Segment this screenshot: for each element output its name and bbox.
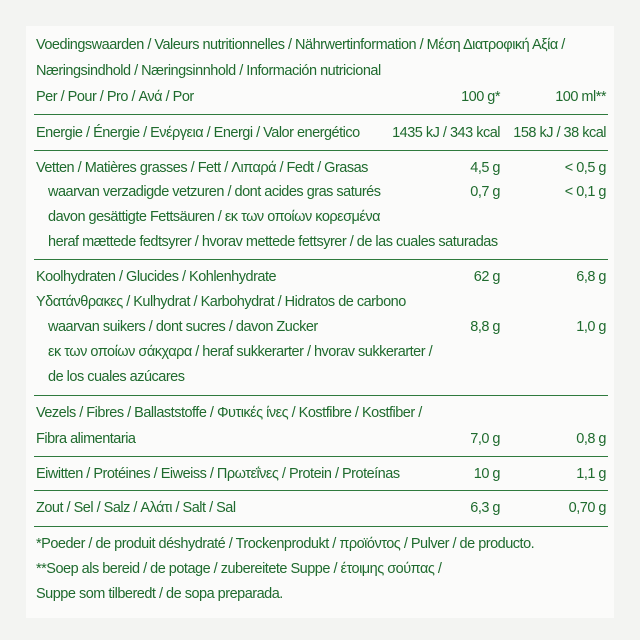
divider [34,490,608,491]
fibre-value-100ml: 0,8 g [576,431,606,447]
saturated-value-100ml: < 0,1 g [564,184,606,200]
title-text: Voedingswaarden / Valeurs nutritionnelles / Nährwertinformation / Μέση Διατροφική Αξία / [36,37,565,53]
divider [34,456,608,457]
saturated-label: heraf mættede fedtsyrer / hvorav mettede fettsyrer / de las cuales saturadas [48,234,498,250]
fibre-label: Vezels / Fibres / Ballaststoffe / Φυτικές ίνες / Kostfibre / Kostfiber / [36,405,422,421]
protein-value-100g: 10 g [473,466,500,482]
salt-value-100g: 6,3 g [470,500,500,516]
fat-value-100g: 4,5 g [470,160,500,176]
footnote-text: Suppe som tilberedt / de sopa preparada. [36,586,283,602]
fibre-value-100g: 7,0 g [470,431,500,447]
energy-value-100g: 1435 kJ / 343 kcal [392,125,500,141]
salt-value-100ml: 0,70 g [568,500,606,516]
salt-label: Zout / Sel / Salz / Αλάτι / Salt / Sal [36,500,236,516]
saturated-label: davon gesättigte Fettsäuren / εκ των οποίων κορεσμένα [48,209,380,225]
divider [34,259,608,260]
fat-label: Vetten / Matières grasses / Fett / Λιπαρά / Fedt / Grasas [36,160,368,176]
sugars-label: de los cuales azúcares [48,369,185,385]
saturated-label: waarvan verzadigde vetzuren / dont acides gras saturés [48,184,381,200]
carbohydrate-value-100g: 62 g [473,269,500,285]
energy-label: Energie / Énergie / Ενέργεια / Energi / Valor energético [36,125,360,141]
energy-value-100ml: 158 kJ / 38 kcal [513,125,606,141]
saturated-value-100g: 0,7 g [470,184,500,200]
divider [34,395,608,396]
title-text: Næringsindhold / Næringsinnhold / Información nutricional [36,63,381,79]
divider [34,526,608,527]
fat-value-100ml: < 0,5 g [564,160,606,176]
carbohydrate-label: Koolhydraten / Glucides / Kohlenhydrate [36,269,277,285]
carbohydrate-value-100ml: 6,8 g [576,269,606,285]
divider [34,150,608,151]
sugars-value-100g: 8,8 g [470,319,500,335]
per-label: Per / Pour / Pro / Ανά / Por [36,89,194,105]
protein-value-100ml: 1,1 g [576,466,606,482]
carbohydrate-label: Υδατάνθρακες / Kulhydrat / Karbohydrat / Hidratos de carbono [36,294,406,310]
col-header-100ml: 100 ml** [555,89,606,105]
divider [34,114,608,115]
col-header-100g: 100 g* [461,89,500,105]
fibre-label: Fibra alimentaria [36,431,136,447]
footnote-text: *Poeder / de produit déshydraté / Trockenprodukt / προϊόντος / Pulver / de producto. [36,536,535,552]
sugars-label: waarvan suikers / dont sucres / davon Zucker [48,319,318,335]
footnote-text: **Soep als bereid / de potage / zubereitete Suppe / έτοιμης σούπας / [36,561,442,577]
protein-label: Eiwitten / Protéines / Eiweiss / Πρωτεΐνες / Protein / Proteínas [36,466,400,482]
sugars-label: εκ των οποίων σάκχαρα / heraf sukkerarter / hvorav sukkerarter / [48,344,433,360]
sugars-value-100ml: 1,0 g [576,319,606,335]
